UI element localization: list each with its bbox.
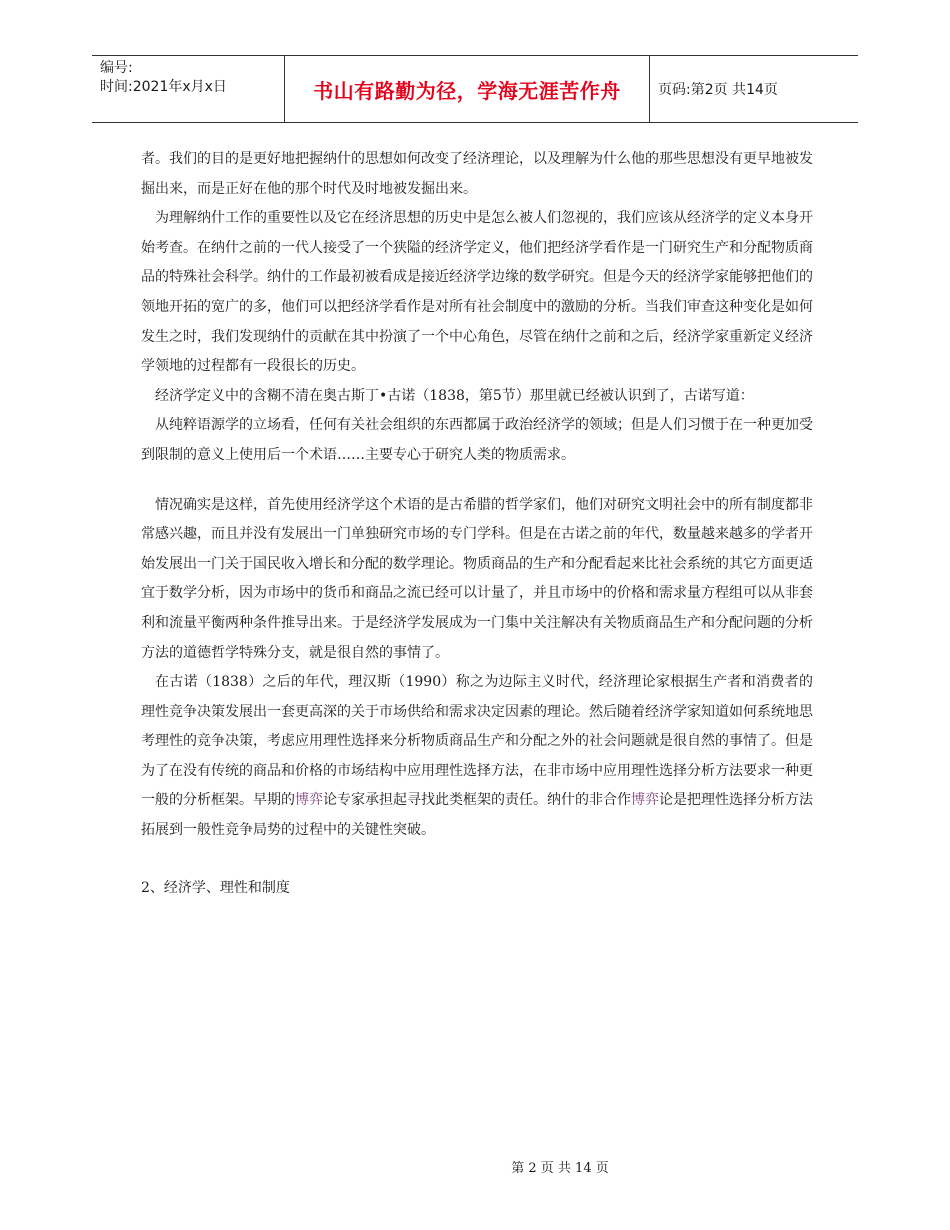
game-theory-link-2[interactable]: 博弈 (631, 792, 659, 809)
time-label: 时间:2021年x月x日 (100, 79, 227, 95)
paragraph-1: 者。我们的目的是更好地把握纳什的思想如何改变了经济理论，以及理解为什么他的那些思想没有更早地被发掘出来，而是正好在他的那个时代及时地被发掘出来。 (141, 151, 813, 197)
paragraph-6 (141, 668, 813, 846)
header-meta (92, 56, 285, 122)
paragraph-6-part-c: 论是把理性选择分析方法拓展到一般性竞争局势的过程中的关键性突破。 (141, 792, 813, 839)
paragraph-5: 情况确实是这样，首先使用经济学这个术语的是古希腊的哲学家们，他们对研究文明社会中的所有制度都非常感兴趣，而且并没有发展出一门单独研究市场的专门学科。但是在古诺之前的年代，数量越来越多的学者开始发展出一门关于国民收入增长和分配的数学理论。物质商品的生产和分配看起来比社会系统的其它方面更适宜于数学分析，因为市场中的货币和商品之流已经可以计量了，并且市场中的价格和需求量方程组可以从非套利和流量平衡两种条件推导出来。于是经济学发展成为一门集中关注解决有关物质商品生产和分配问题的分析方法的道德哲学特殊分支，就是很自然的事情了。 (141, 496, 813, 661)
document-body (141, 145, 813, 903)
number-label: 编号: (100, 60, 133, 76)
section-heading: 2、经济学、理性和制度 (141, 879, 290, 896)
paragraph-6-part-a: 在古诺（1838）之后的年代，理汉斯（1990）称之为边际主义时代，经济理论家根据生产者和消费者的理性竞争决策发展出一套更高深的关于市场供给和需求决定因素的理论。然后随着经济学家知道如何系统地思考理性的竞争决策，考虑应用理性选择来分析物质商品生产和分配之外的社会问题就是很自然的事情了。但是为了在没有传统的商品和价格的市场结构中应用理性选择方法，在非市场中应用理性选择分析方法要求一种更一般的分析框架。早期的 (141, 674, 813, 809)
paragraph-3: 经济学定义中的含糊不清在奥古斯丁•古诺（1838，第5节）那里就已经被认识到了，古诺写道： (155, 387, 754, 404)
header-motto: 书山有路勤为径，学海无涯苦作舟 (285, 56, 650, 122)
game-theory-link-1[interactable]: 博弈 (295, 792, 323, 809)
paragraph-6-part-b: 论专家承担起寻找此类框架的责任。纳什的非合作 (323, 792, 631, 809)
paragraph-2: 为理解纳什工作的重要性以及它在经济思想的历史中是怎么被人们忽视的，我们应该从经济学的定义本身开始考查。在纳什之前的一代人接受了一个狭隘的经济学定义，他们把经济学看作是一门研究生产和分配物质商品的特殊社会科学。纳什的工作最初被看成是接近经济学边缘的数学研究。但是今天的经济学家能够把他们的领地开拓的宽广的多，他们可以把经济学看作是对所有社会制度中的激励的分析。当我们审查这种变化是如何发生之时，我们发现纳什的贡献在其中扮演了一个中心角色，尽管在纳什之前和之后，经济学家重新定义经济学领地的过程都有一段很长的历史。 (141, 210, 813, 375)
quote-paragraph: 从纯粹语源学的立场看，任何有关社会组织的东西都属于政治经济学的领域；但是人们习惯于在一种更加受到限制的意义上使用后一个术语……主要专心于研究人类的物质需求。 (141, 417, 813, 463)
page-header (92, 55, 858, 123)
header-page-info: 页码:第2页 共14页 (658, 82, 778, 98)
page-footer: 第 2 页 共 14 页 (511, 1161, 609, 1176)
